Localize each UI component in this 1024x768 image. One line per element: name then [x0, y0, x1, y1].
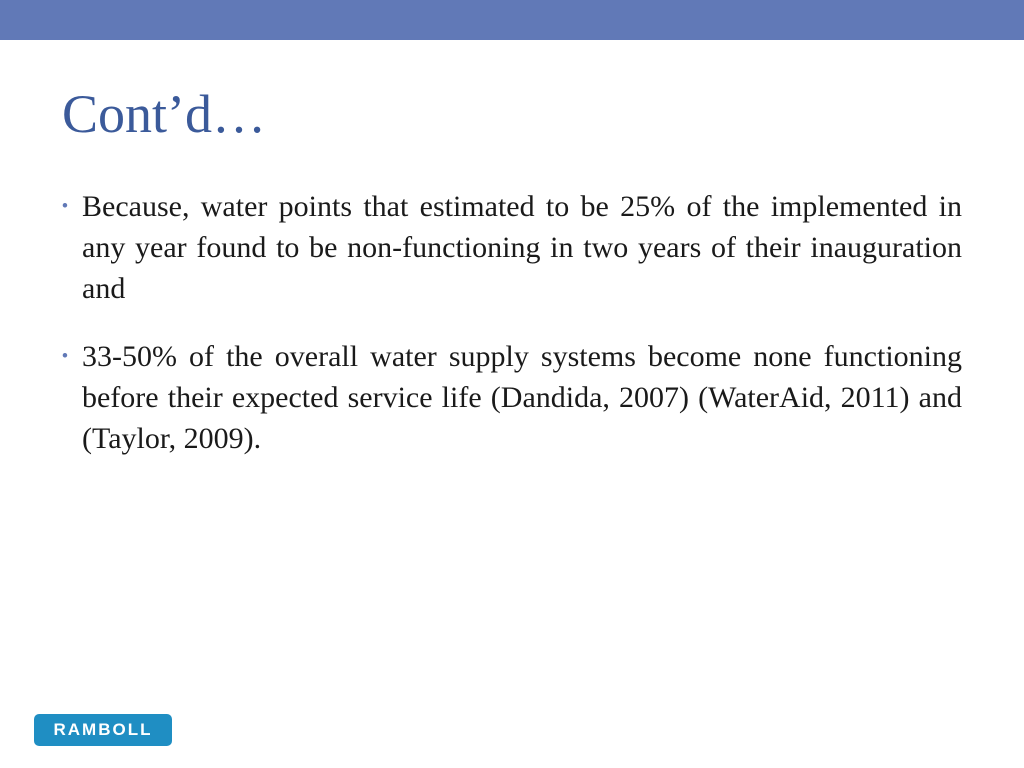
bullet-item: [58, 336, 962, 459]
ramboll-logo: RAMBOLL: [34, 714, 172, 746]
slide-title: Cont’d…: [62, 84, 267, 144]
bullet-text: 33-50% of the overall water supply systems become none functioning before their expected service life (Dandida, 2007) (WaterAid, 2011) and (Taylor, 2009).: [82, 340, 962, 455]
header-bar: [0, 0, 1024, 40]
bullet-marker-icon: •: [61, 196, 69, 217]
bullet-item: [58, 186, 962, 309]
bullet-text: Because, water points that estimated to be 25% of the implemented in any year found to be non-functioning in two years of their inauguration and: [82, 190, 962, 305]
bullet-marker-icon: •: [61, 346, 69, 367]
bullet-list: [58, 186, 962, 459]
